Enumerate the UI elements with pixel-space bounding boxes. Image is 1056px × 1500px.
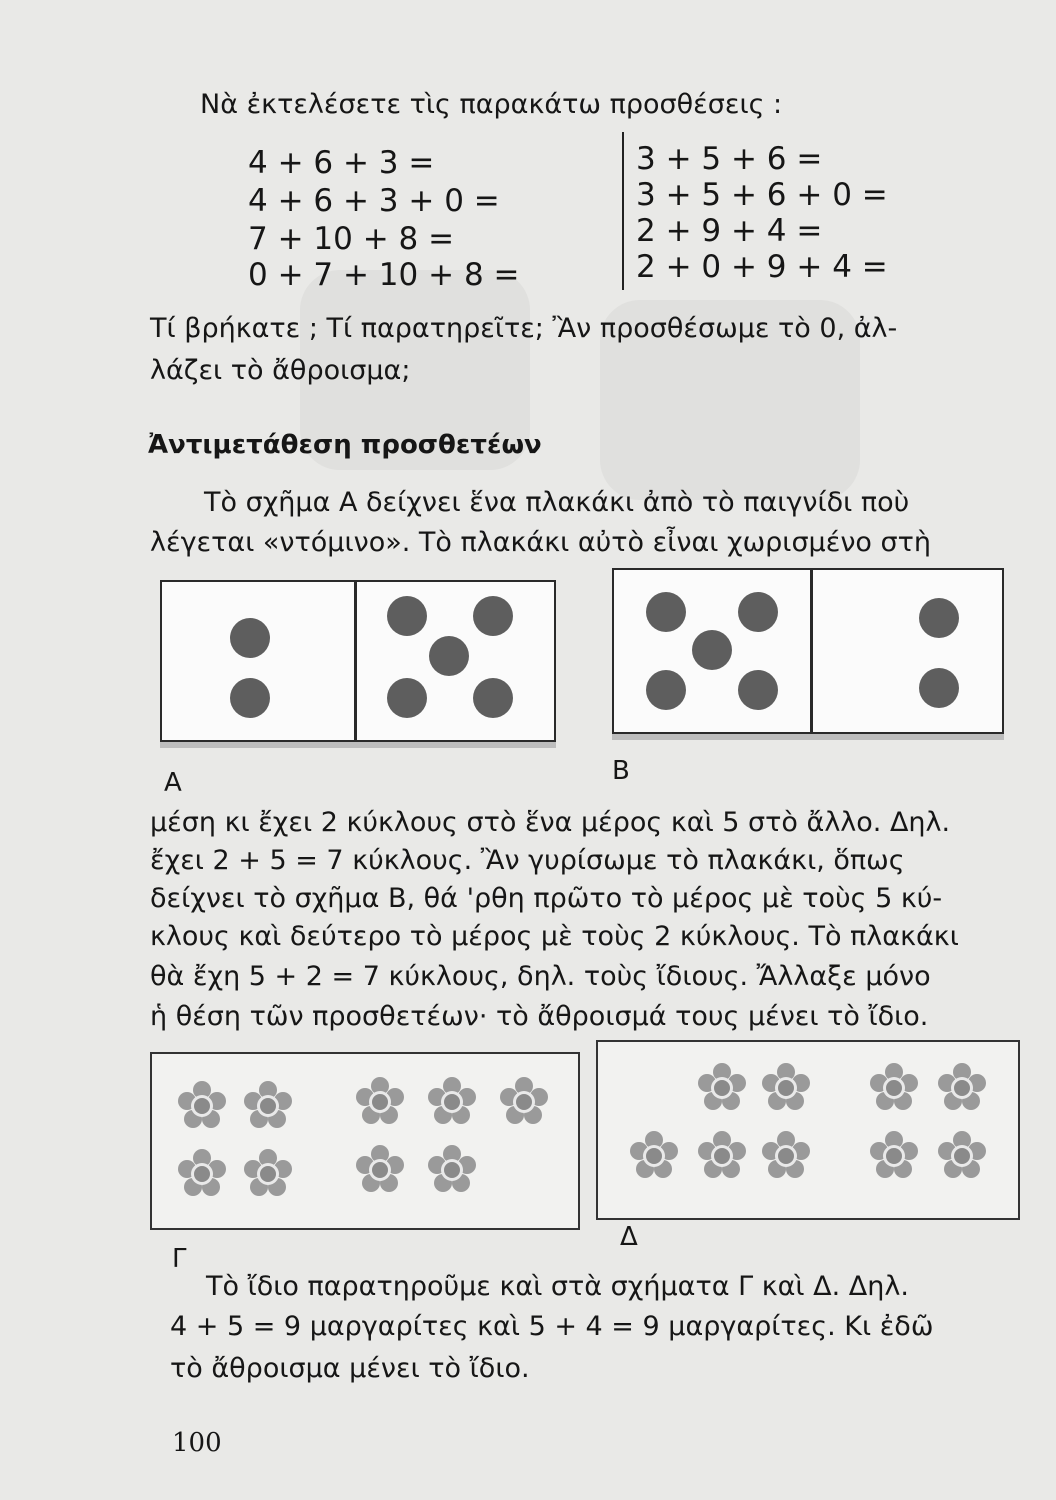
daisy-icon (352, 1074, 408, 1134)
equation: 3 + 5 + 6 + 0 = (636, 177, 888, 213)
paragraph-line: λέγεται «ντόμινο». Τὸ πλακάκι αὐτὸ εἶναι χωρισμένο στὴ (150, 527, 931, 558)
domino-dot (387, 596, 427, 636)
page-number: 100 (172, 1428, 222, 1458)
daisy-icon (424, 1074, 480, 1134)
paragraph-line: δείχνει τὸ σχῆμα Β, θά 'ρθη πρῶτο τὸ μέρος μὲ τοὺς 5 κύ- (150, 883, 943, 914)
domino-a (160, 580, 556, 742)
paragraph-line: τὸ ἄθροισμα μένει τὸ ἴδιο. (170, 1353, 530, 1384)
figure-d-box (596, 1040, 1020, 1220)
domino-dot (230, 678, 270, 718)
daisy-icon (866, 1128, 922, 1188)
section-heading: Ἀντιμετάθεση προσθετέων (148, 430, 542, 460)
paragraph-line: ἡ θέση τῶν προσθετέων· τὸ ἄθροισμά τους μένει τὸ ἴδιο. (150, 1001, 929, 1032)
daisy-icon (240, 1078, 296, 1138)
daisy-icon (174, 1078, 230, 1138)
figure-label-b: Β (612, 756, 630, 786)
domino-dot (473, 596, 513, 636)
daisy-icon (694, 1128, 750, 1188)
domino-dot (646, 670, 686, 710)
domino-dot (919, 598, 959, 638)
equation: 4 + 6 + 3 + 0 = (248, 183, 500, 219)
domino-b-right-half (813, 570, 1002, 732)
figure-label-a: Α (164, 768, 182, 798)
daisy-icon (694, 1060, 750, 1120)
paragraph-line: Τὸ σχῆμα Α δείχνει ἕνα πλακάκι ἀπὸ τὸ παιγνίδι ποὺ (204, 487, 910, 518)
equation: 0 + 7 + 10 + 8 = (248, 257, 520, 293)
paragraph-line: ἔχει 2 + 5 = 7 κύκλους. Ἂν γυρίσωμε τὸ πλακάκι, ὅπως (150, 845, 905, 876)
daisy-icon (626, 1128, 682, 1188)
figure-g-box (150, 1052, 580, 1230)
domino-a-left-half (162, 582, 354, 740)
domino-dot (738, 592, 778, 632)
domino-dot (738, 670, 778, 710)
paragraph-line: μέση κι ἔχει 2 κύκλους στὸ ἕνα μέρος καὶ 5 στὸ ἄλλο. Δηλ. (150, 807, 951, 838)
equation: 3 + 5 + 6 = (636, 141, 823, 177)
domino-b-left-half (614, 570, 810, 732)
domino-b (612, 568, 1004, 734)
instruction-text: Νὰ ἐκτελέσετε τὶς παρακάτω προσθέσεις : (200, 89, 783, 120)
domino-dot (473, 678, 513, 718)
domino-dot (387, 678, 427, 718)
figure-label-d: Δ (620, 1222, 638, 1252)
daisy-icon (934, 1060, 990, 1120)
domino-dot (429, 636, 469, 676)
equation: 7 + 10 + 8 = (248, 221, 455, 257)
paragraph-line: κλους καὶ δεύτερο τὸ μέρος μὲ τοὺς 2 κύκλους. Τὸ πλακάκι (150, 921, 959, 952)
daisy-icon (866, 1060, 922, 1120)
daisy-icon (496, 1074, 552, 1134)
paragraph-line: θὰ ἔχη 5 + 2 = 7 κύκλους, δηλ. τοὺς ἴδιους. Ἄλλαξε μόνο (150, 961, 931, 992)
paragraph-line: Τὸ ἴδιο παρατηροῦμε καὶ στὰ σχήματα Γ καὶ Δ. Δηλ. (206, 1271, 909, 1302)
paragraph-line: 4 + 5 = 9 μαργαρίτες καὶ 5 + 4 = 9 μαργαρίτες. Κι ἐδῶ (170, 1311, 934, 1342)
daisy-icon (758, 1060, 814, 1120)
question-line: Τί βρήκατε ; Τί παρατηρεῖτε; Ἂν προσθέσωμε τὸ 0, ἀλ- (150, 313, 898, 344)
daisy-icon (240, 1146, 296, 1206)
daisy-icon (424, 1142, 480, 1202)
daisy-icon (352, 1142, 408, 1202)
domino-dot (919, 668, 959, 708)
domino-a-right-half (357, 582, 554, 740)
domino-dot (646, 592, 686, 632)
equation: 2 + 0 + 9 + 4 = (636, 249, 888, 285)
equation: 2 + 9 + 4 = (636, 213, 823, 249)
figure-label-g: Γ (172, 1244, 187, 1274)
equation-divider (622, 132, 624, 290)
equation: 4 + 6 + 3 = (248, 145, 435, 181)
question-line: λάζει τὸ ἄθροισμα; (150, 355, 411, 386)
daisy-icon (934, 1128, 990, 1188)
daisy-icon (174, 1146, 230, 1206)
domino-dot (230, 618, 270, 658)
daisy-icon (758, 1128, 814, 1188)
domino-dot (692, 630, 732, 670)
